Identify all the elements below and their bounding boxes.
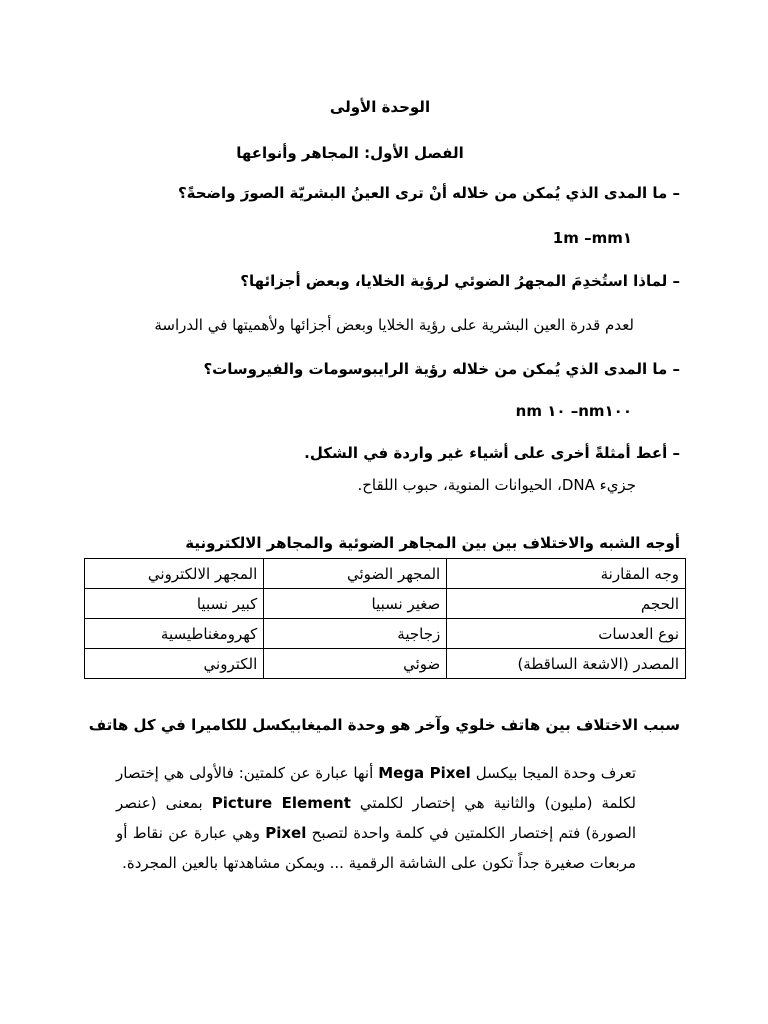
chapter-title: الفصل الأول: المجاهر وأنواعها [236,144,464,162]
answer-3: nm ١٠ –nm١٠٠ [515,402,632,420]
question-2: – لماذا استُخدِمَ المجهرُ الضوئي لرؤية الخلايا، وبعض أجزائها؟ [240,272,680,290]
reason-title: سبب الاختلاف بين هاتف خلوي وآخر هو وحدة الميغابيكسل للكاميرا في كل هاتف [88,716,680,734]
paragraph-text: وهي عبارة عن نقاط أو مربعات صغيرة جداً تكون على الشاشة الرقمية ... ويمكن مشاهدتها بالعين المجردة. [116,824,636,872]
table-header-row [85,559,686,589]
table-cell: الحجم [447,589,686,619]
question-4: – أعط أمثلةً أخرى على أشياء غير واردة في الشكل. [304,444,680,462]
table-row [85,619,686,649]
answer-1: 1m –mm١ [552,229,632,247]
answer-4: جزيء DNA، الحيوانات المنوية، حبوب اللقاح. [357,476,636,494]
table-cell: المصدر (الاشعة الساقطة) [447,649,686,679]
table-cell: نوع العدسات [447,619,686,649]
term-mega-pixel: Mega Pixel [378,764,471,782]
table-header-cell: المجهر الالكتروني [85,559,264,589]
question-1: – ما المدى الذي يُمكن من خلاله أنْ ترى العينُ البشريّة الصورَ واضحةً؟ [177,184,680,202]
paragraph-text: تعرف وحدة الميجا بيكسل [470,764,636,782]
comparison-table [84,558,686,679]
table-row [85,649,686,679]
unit-title: الوحدة الأولى [329,98,431,116]
table-header-cell: وجه المقارنة [447,559,686,589]
table-cell: زجاجية [264,619,447,649]
table-cell: صغير نسبيا [264,589,447,619]
term-picture-element: Picture Element [211,794,351,812]
table-header-cell: المجهر الضوئي [264,559,447,589]
table-cell: كهرومغناطيسية [85,619,264,649]
term-pixel: Pixel [265,824,307,842]
paragraph-text: بمعنى (عنصر الصورة) فتم إختصار الكلمتين في كلمة واحدة لتصبح [116,794,636,842]
megapixel-paragraph [116,758,636,878]
table-cell: كبير نسبيا [85,589,264,619]
paragraph-text: أنها عبارة عن كلمتين: فالأولى هي إختصار لكلمة (مليون) والثانية هي إختصار لكلمتي [116,764,636,812]
table-cell: الكتروني [85,649,264,679]
comparison-table-title: أوجه الشبه والاختلاف بين بين المجاهر الضوئية والمجاهر الالكترونية [185,534,680,552]
table-row [85,589,686,619]
question-3: – ما المدى الذي يُمكن من خلاله رؤية الرايبوسومات والفيروسات؟ [203,360,680,378]
answer-2: لعدم قدرة العين البشرية على رؤية الخلايا وبعض أجزائها ولأهميتها في الدراسة [154,316,634,334]
table-cell: ضوئي [264,649,447,679]
